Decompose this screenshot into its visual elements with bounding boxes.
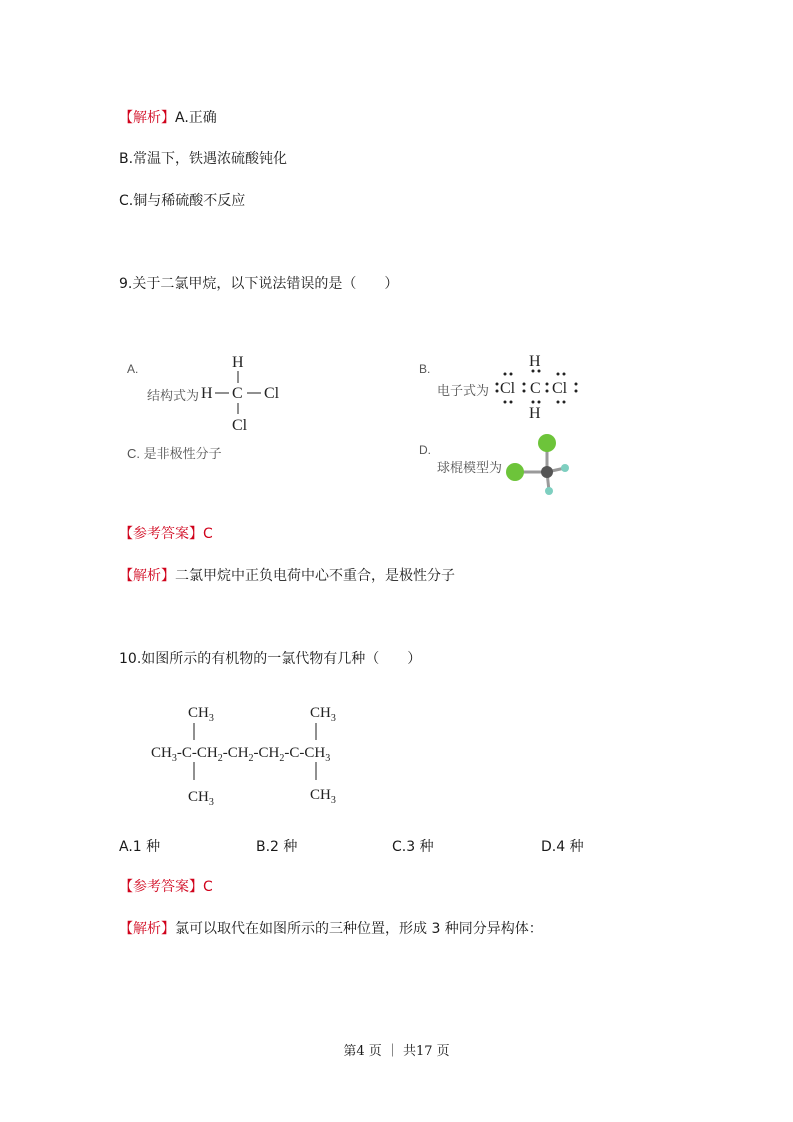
atom-h-bottom: H <box>529 405 541 422</box>
q9-option-d-letter: D. <box>419 443 431 457</box>
electron-formula <box>494 350 584 425</box>
atom-c-center: C <box>530 380 541 397</box>
hydrogen-atom-right <box>561 464 569 472</box>
q9-option-c-text: C. 是非极性分子 <box>127 446 222 461</box>
q9-option-a-letter: A. <box>127 362 139 376</box>
analysis-tag: 【解析】 <box>119 921 175 937</box>
q10-option-a: A.1 种 <box>119 839 161 855</box>
q10-analysis <box>119 919 543 939</box>
q9-answer <box>119 524 213 544</box>
q9-option-b-text: 电子式为 <box>437 383 490 398</box>
atom-h-left: H <box>201 385 213 402</box>
group-ch3-bottom-left: $CH_3$ <box>188 789 214 808</box>
atom-cl-right: Cl <box>552 380 568 397</box>
structural-formula <box>198 350 298 435</box>
q10-option-b: B.2 种 <box>256 839 298 855</box>
q10-stem: 10.如图所示的有机物的一氯代物有几种（ ） <box>119 651 422 667</box>
atom-c-center: C <box>232 385 243 402</box>
analysis-text: 氯可以取代在如图所示的三种位置，形成 3 种同分异构体： <box>175 921 543 937</box>
chlorine-atom-left <box>506 463 524 481</box>
atom-cl-right: Cl <box>264 385 280 402</box>
main-chain: $CH_3-C-CH_2-CH_2-CH_2-C-CH_3$ <box>151 745 331 764</box>
page-footer: 第4 页 ｜ 共17 页 <box>343 1044 450 1059</box>
q9-option-d-text: 球棍模型为 <box>437 460 503 475</box>
chlorine-atom-top <box>538 434 556 452</box>
carbon-atom <box>541 466 553 478</box>
group-ch3-top-left: $CH_3$ <box>188 705 214 724</box>
answer-tag: 【参考答案】 <box>119 526 203 542</box>
analysis-text: A.正确 <box>175 110 217 126</box>
group-ch3-bottom-right: $CH_3$ <box>310 787 336 806</box>
q10-option-c: C.3 种 <box>392 839 434 855</box>
ball-stick-model <box>500 428 585 503</box>
atom-cl-left: Cl <box>500 380 516 397</box>
q10-structure-figure <box>148 698 368 813</box>
atom-cl-bottom: Cl <box>232 417 248 434</box>
q9-option-a-text: 结构式为 <box>147 388 200 403</box>
atom-h-top: H <box>529 353 541 370</box>
answer-value: C <box>203 526 213 542</box>
analysis-tag: 【解析】 <box>119 568 175 584</box>
analysis-tag: 【解析】 <box>119 110 175 126</box>
answer-value: C <box>203 879 213 895</box>
group-ch3-top-right: $CH_3$ <box>310 705 336 724</box>
q9-analysis <box>119 566 455 586</box>
prev-analysis-line-b: B.常温下，铁遇浓硫酸钝化 <box>119 151 288 167</box>
q9-option-b-letter: B. <box>419 362 431 376</box>
q10-option-d: D.4 种 <box>541 839 584 855</box>
prev-analysis-line-a <box>119 108 217 128</box>
answer-tag: 【参考答案】 <box>119 879 203 895</box>
atom-h-top: H <box>232 354 244 371</box>
prev-analysis-line-c: C.铜与稀硫酸不反应 <box>119 193 246 209</box>
q10-answer <box>119 877 213 897</box>
analysis-text: 二氯甲烷中正负电荷中心不重合，是极性分子 <box>175 568 455 584</box>
q9-stem: 9.关于二氯甲烷，以下说法错误的是（ ） <box>119 276 399 292</box>
hydrogen-atom-bottom <box>545 487 553 495</box>
